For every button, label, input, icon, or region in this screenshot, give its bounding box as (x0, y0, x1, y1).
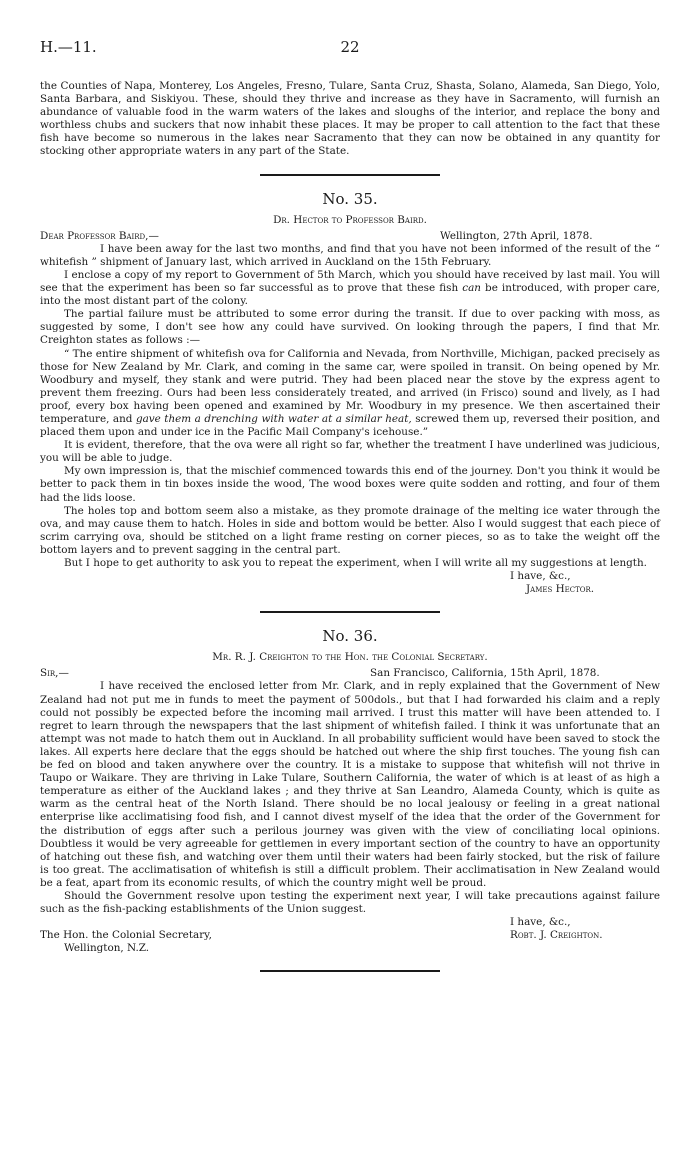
letter-title: Mr. R. J. Creighton to the Hon. the Colonial Secretary. (212, 651, 488, 664)
letter-title: Dr. Hector to Professor Baird. (273, 213, 427, 226)
signature: James Hector. (526, 583, 595, 596)
paragraph (40, 269, 660, 308)
addressee-location: Wellington, N.Z. (64, 942, 150, 955)
signature: Robt. J. Creighton. (510, 929, 603, 942)
paragraph: The partial failure must be attributed to some error during the transit. If due to over packing with moss, as suggested by some, I don't see how any could have survived. On looking through the papers, I find that Mr. Creighton states as follows :— (40, 308, 660, 347)
page-number: 22 (340, 38, 360, 56)
emphasis: can (462, 282, 481, 295)
paragraph-text: be introduced, with proper care, into the most distant part of the colony. (40, 282, 660, 308)
paragraph-text: I enclose a copy of my report to Government of 5th March, which you should have received by last mail. You will see that the experiment has been so far successful as to prove that these fish (40, 268, 660, 295)
section-divider (260, 611, 440, 613)
intro-paragraph: the Counties of Napa, Monterey, Los Angeles, Fresno, Tulare, Santa Cruz, Shasta, Solano, Alameda, San Diego, Yolo, Santa Barbara, and Siskiyou. These, should they thrive and increase as they have in Sacramento, will furnish an abundance of valuable food in the warm waters of the lakes and sloughs of the interior, and replace the bony and worthless chubs and suckers that now inhabit these places. It may be proper to call attention to the fact that these fish have become so numerous in the lakes near Sacramento that they can now be obtained in any quantity for stocking other appropriate waters in any part of the State. (40, 80, 660, 158)
paragraph: I have been away for the last two months, and find that you have not been informed of the result of the “ whitefish ” shipment of January last, which arrived in Auckland on the 15th February. (40, 242, 660, 268)
report-reference: H.—11. (40, 38, 97, 56)
page-header (40, 38, 660, 58)
quote-text: screwed them up, reversed their position, and placed them upon and under ice in the Pacific Mail Company's icehouse.” (40, 412, 660, 439)
addressee-signature-row (40, 929, 660, 942)
salutation-row (40, 230, 660, 243)
salutation: Sir,— (40, 667, 69, 680)
salutation: Dear Professor Baird,— (40, 229, 159, 242)
paragraph: Should the Government resolve upon testing the experiment next year, I will take precautions against failure such as the fish-packing establishments of the Union suggest. (40, 889, 660, 916)
place-date: Wellington, 27th April, 1878. (440, 229, 593, 242)
letter-number: No. 35. (322, 189, 378, 208)
underlined-emphasis: gave them a drenching with water at a similar heat, (135, 412, 412, 425)
paragraph: It is evident, therefore, that the ova were all right so far, whether the treatment I have underlined was judicious, you will be able to judge. (40, 439, 660, 465)
paragraph: I have received the enclosed letter from Mr. Clark, and in reply explained that the Government of New Zealand had not put me in funds to meet the payment of 500dols., but that I had forwarded his claim and a reply could not possibly be expected before the incoming mail arrived. I trust this matter will have been attended to. I regret to learn through the newspapers that the last shipment of whitefish failed. I think it was unfortunate that an attempt was not made to hatch them out in Auckland. In all probability sufficient would have been saved to stock the lakes. All experts here declare that the eggs should be hatched out where the ship first touches. The young fish can be fed on blood and taken anywhere over the country. It is a mistake to suppose that whitefish will not thrive in Taupo or Waikare. They are thriving in Lake Tulare, Southern California, the water of which is at least of as high a temperature as either of the Auckland lakes ; and they thrive at San Leandro, Alameda County, which is quite as warm as the central heat of the North Island. There should be no local jealousy or feeling in a great national enterprise like acclimatising food fish, and I cannot divest myself of the idea that the order of the Government for the distribution of eggs after such a perilous journey was given with the view of conciliating local opinions. Doubtless it would be very agreeable for gettlemen in every important section of the country to have an opportunity of hatching out these fish, and watching over them until their waters had been fairly stocked, but the risk of failure is too great. The acclimatisation of whitefish is still a difficult problem. Their acclimatisation in New Zealand would be a feat, apart from its economic results, of which the country might well be proud. (40, 680, 660, 889)
letter-number: No. 36. (322, 627, 378, 646)
addressee: The Hon. the Colonial Secretary, (40, 929, 212, 942)
paragraph: My own impression is, that the mischief commenced towards this end of the journey. Don't you think it would be better to pack them in tin boxes inside the wood, The wood boxes were quite sodden and rotting, and four of them had the lids loose. (40, 465, 660, 504)
closing: I have, &c., (510, 916, 571, 929)
letter-36 (40, 627, 660, 955)
paragraph: But I hope to get authority to ask you to repeat the experiment, when I will write all my suggestions at length. (64, 557, 647, 569)
closing: I have, &c., (510, 570, 571, 583)
quote-text: “ The entire shipment of whitefish ova for California and Nevada, from Northville, Michigan, packed precisely as those for New Zealand by Mr. Clark, and coming in the same car, were spoiled in transit. On being opened by Mr. Woodbury and myself, they stank and were putrid. They had been placed near the stove by the express agent to prevent them freezing. Ours had been less considerately treated, and arrived (in Frisco) sound and lively, as I had proof, every box having been opened and examined by Mr. Woodbury in my presence. We then ascertained their temperature, and (40, 347, 660, 425)
section-divider (260, 970, 440, 972)
page-content (40, 80, 660, 986)
letter-35 (40, 190, 660, 597)
salutation-row (40, 667, 660, 680)
section-divider (260, 174, 440, 176)
quotation (40, 348, 660, 440)
paragraph: The holes top and bottom seem also a mistake, as they promote drainage of the melting ice water through the ova, and may cause them to hatch. Holes in side and bottom would be better. Also I would suggest that each piece of scrim carrying ova, should be stitched on a light frame resting on corner pieces, so as to take the weight off the bottom layers and to prevent sagging in the central part. (40, 504, 660, 556)
place-date: San Francisco, California, 15th April, 1878. (370, 667, 600, 680)
